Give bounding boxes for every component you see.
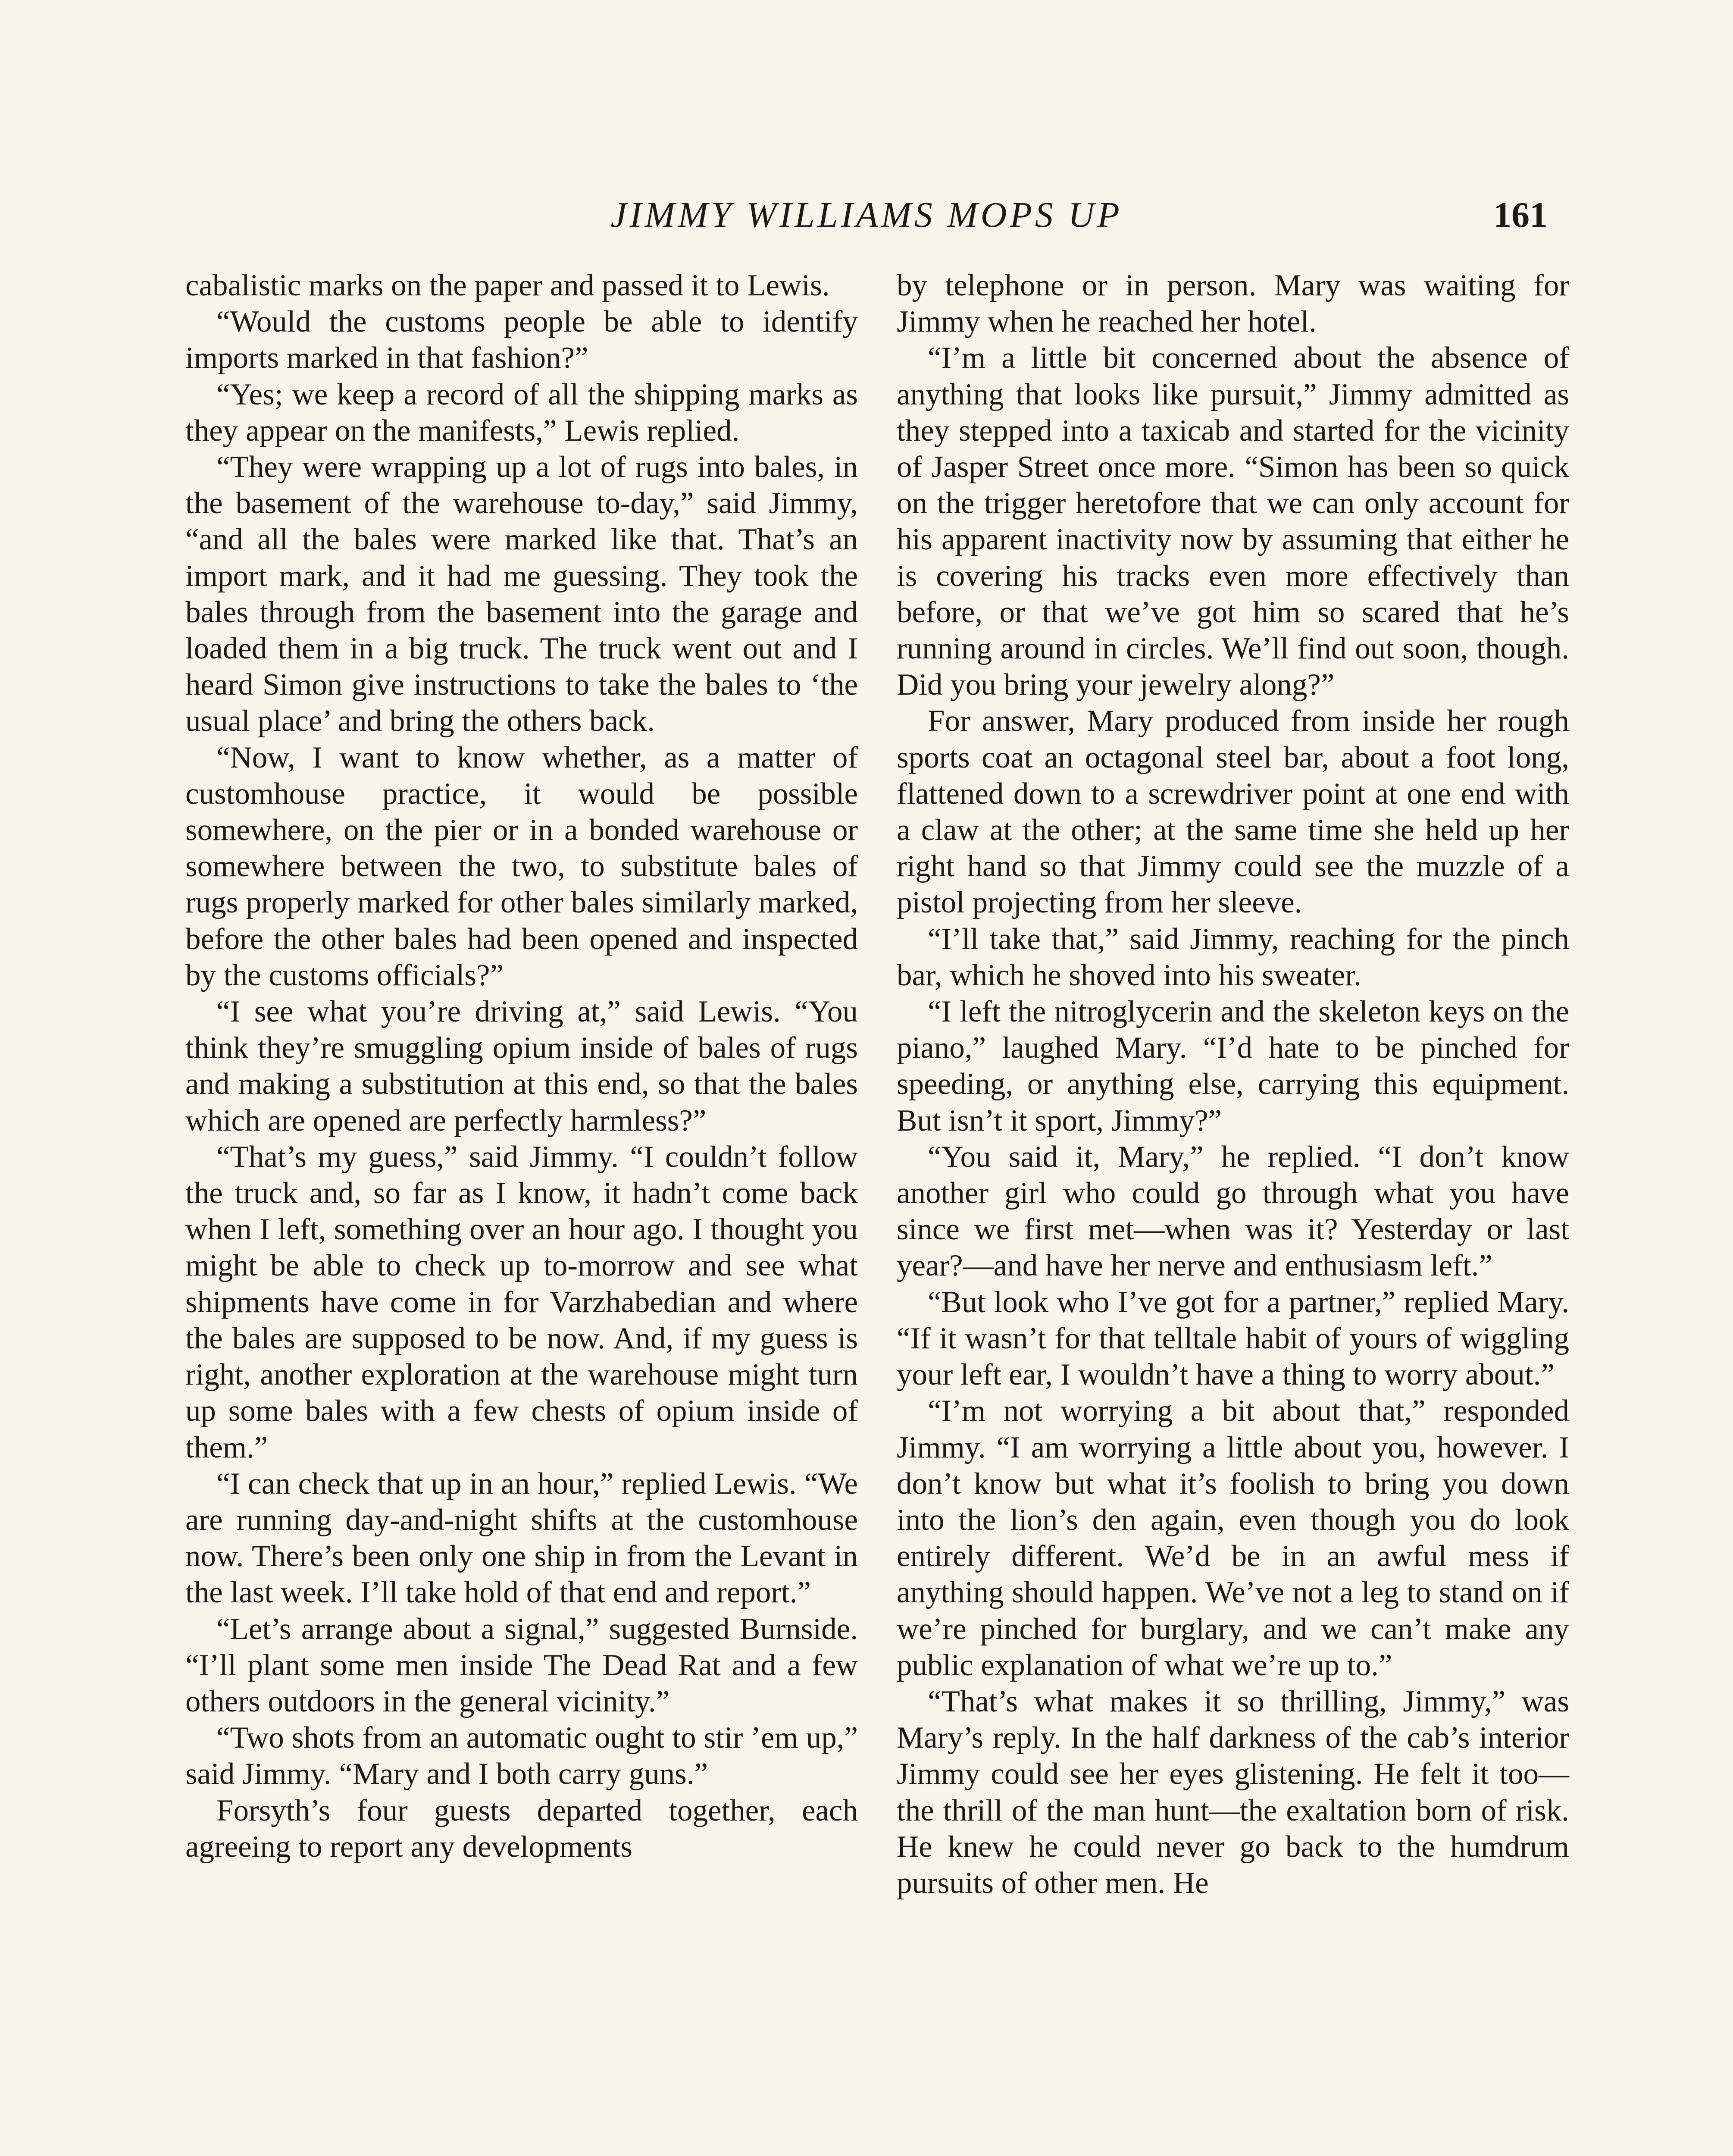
paragraph: “I’ll take that,” said Jimmy, reaching for the pinch bar, which he shoved into his sweater. [897,922,1569,992]
paragraph: “Two shots from an automatic ought to stir ’em up,” said Jimmy. “Mary and I both carry guns.” [185,1721,858,1791]
paragraph: “That’s what makes it so thrilling, Jimmy,” was Mary’s reply. In the half darkness of the cab’s interior Jimmy could see her eyes glistening. He felt it too—the thrill of the man hunt—the exaltation born of risk. He knew he could never go back to the humdrum pursuits of other men. He [897,1684,1569,1900]
paragraph: “I can check that up in an hour,” replied Lewis. “We are running day-and-night shifts at the customhouse now. There’s been only one ship in from the Levant in the last week. I’ll take hold of that end and report.” [185,1467,858,1610]
paragraph: by telephone or in person. Mary was waiting for Jimmy when he reached her hotel. [897,269,1569,339]
paragraph: “I see what you’re driving at,” said Lewis. “You think they’re smuggling opium inside of bales of rugs and making a substitution at this end, so that the bales which are opened are perfectly harmless?” [185,995,858,1138]
paragraph: cabalistic marks on the paper and passed it to Lewis. [185,269,830,302]
right-column [897,267,1569,1901]
paragraph: For answer, Mary produced from inside her rough sports coat an octagonal steel bar, about a foot long, flattened down to a screwdriver point at one end with a claw at the other; at the same time she held up her right hand so that Jimmy could see the muzzle of a pistol projecting from her sleeve. [897,704,1569,920]
paragraph: “I left the nitroglycerin and the skeleton keys on the piano,” laughed Mary. “I’d hate to be pinched for speeding, or anything else, carrying this equipment. But isn’t it sport, Jimmy?” [897,995,1569,1138]
page-number: 161 [1493,195,1548,235]
paragraph: “Let’s arrange about a signal,” suggested Burnside. “I’ll plant some men inside The Dead Rat and a few others outdoors in the general vicinity.” [185,1612,858,1718]
paragraph: “They were wrapping up a lot of rugs into bales, in the basement of the warehouse to-day,” said Jimmy, “and all the bales were marked like that. That’s an import mark, and it had me guessing. They took the bales through from the basement into the garage and loaded them in a big truck. The truck went out and I heard Simon give instructions to take the bales to ‘the usual place’ and bring the others back. [185,450,858,738]
left-column [185,267,858,1865]
paragraph: “That’s my guess,” said Jimmy. “I couldn’t follow the truck and, so far as I know, it hadn’t come back when I left, something over an hour ago. I thought you might be able to check up to-morrow and see what shipments have come in for Varzhabedian and where the bales are supposed to be now. And, if my guess is right, another exploration at the warehouse might turn up some bales with a few chests of opium inside of them.” [185,1140,858,1464]
running-head [185,190,1548,246]
running-title: JIMMY WILLIAMS MOPS UP [610,195,1123,235]
paragraph: “Would the customs people be able to identify imports marked in that fashion?” [185,305,858,375]
paragraph: “I’m not worrying a bit about that,” responded Jimmy. “I am worrying a little about you, however. I don’t know but what it’s foolish to bring you down into the lion’s den again, even though you do look entirely different. We’d be in an awful mess if anything should happen. We’ve not a leg to stand on if we’re pinched for burglary, and we can’t make any public explanation of what we’re up to.” [897,1394,1569,1682]
paragraph: “But look who I’ve got for a partner,” replied Mary. “If it wasn’t for that telltale habit of yours of wiggling your left ear, I wouldn’t have a thing to worry about.” [897,1285,1569,1392]
paragraph: “I’m a little bit concerned about the absence of anything that looks like pursuit,” Jimmy admitted as they stepped into a taxicab and started for the vicinity of Jasper Street once more. “Simon has been so quick on the trigger heretofore that we can only account for his apparent inactivity now by assuming that either he is covering his tracks even more effectively than before, or that we’ve got him so scared that he’s running around in circles. We’ll find out soon, though. Did you bring your jewelry along?” [897,341,1569,702]
paragraph: “You said it, Mary,” he replied. “I don’t know another girl who could go through what you have since we first met—when was it? Yesterday or last year?—and have her nerve and enthusiasm left.” [897,1140,1569,1283]
paragraph: “Now, I want to know whether, as a matter of customhouse practice, it would be possible somewhere, on the pier or in a bonded warehouse or somewhere between the two, to substitute bales of rugs properly marked for other bales similarly marked, before the other bales had been opened and inspected by the customs officials?” [185,740,858,992]
paragraph: Forsyth’s four guests departed together, each agreeing to report any developments [185,1793,858,1864]
paragraph: “Yes; we keep a record of all the shipping marks as they appear on the manifests,” Lewis replied. [185,377,858,448]
